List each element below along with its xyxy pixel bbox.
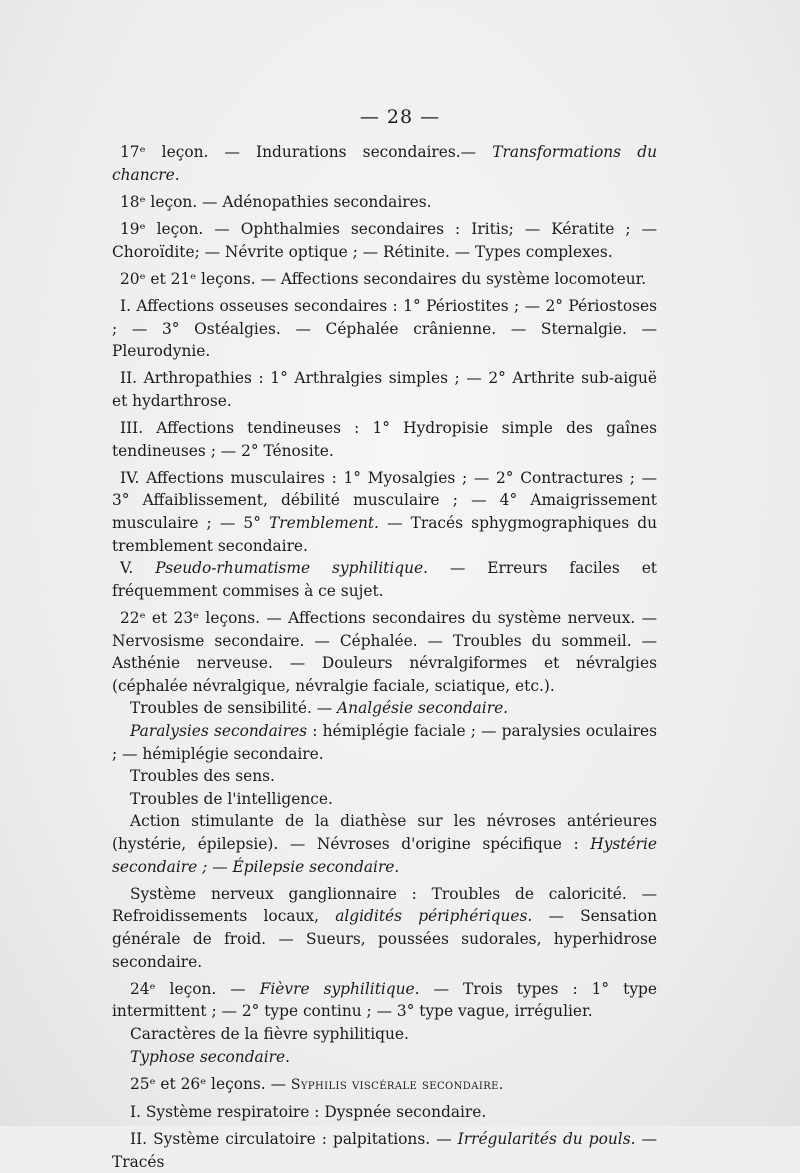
text-run-italic: Analgésie secondaire. — [337, 699, 509, 718]
text-run: I. Système respiratoire : Dyspnée secondaire. — [130, 1102, 487, 1121]
text-run: III. Affections tendineuses : 1° Hydropisie simple des gaînes tendineuses ; — 2° Ténosite. — [112, 419, 657, 460]
paragraph-musculaires — [112, 467, 657, 557]
text-run-italic: Hystérie secondaire ; — Épilepsie secondaire. — [112, 834, 657, 876]
text-run: 19ᵉ leçon. — Ophthalmies secondaires : Iritis; — Kératite ; — Choroïdite; — Névrite optique ; — Rétinite. — Types complexes. — [112, 219, 657, 261]
paragraph-ganglionnaire — [112, 883, 657, 973]
paragraph-sens — [112, 765, 657, 788]
text-run: Caractères de la fièvre syphilitique. — [130, 1024, 409, 1043]
paragraph-pseudo-rhumatisme — [112, 557, 657, 602]
paragraph-caracteres — [112, 1023, 657, 1046]
paragraph-circulatoire — [112, 1128, 657, 1173]
text-run-italic: Pseudo-rhumatisme syphilitique. — [155, 559, 429, 578]
text-run-italic: Irrégularités du pouls. — [457, 1130, 636, 1149]
text-run: — Tracés sphygmographiques du tremblement secondaire. — [112, 514, 657, 555]
text-run: — Sensation générale de froid. — Sueurs, poussées sudorales, hyperhidrose secondaire. — [112, 907, 657, 971]
text-run: Troubles de sensibilité. — — [130, 699, 338, 718]
text-run: — Tracés — [112, 1130, 657, 1171]
paragraph-paralysies — [112, 720, 657, 765]
text-run: Action stimulante de la diathèse sur les névroses antérieures (hystérie, épilepsie). — Névroses d'origine spécifique : — [112, 812, 657, 853]
paragraph-tendineuses — [112, 417, 657, 462]
paragraph-osseuses — [112, 295, 657, 363]
body-text — [112, 141, 657, 1173]
text-run-italic: algidités périphériques. — [335, 907, 533, 926]
paragraph-lecons-20-21 — [112, 268, 657, 291]
text-run-italic: Paralysies secondaires — [130, 722, 308, 740]
paragraph-lecon-19 — [112, 218, 657, 263]
paragraph-lecon-24 — [112, 978, 657, 1023]
text-run-small-caps: Syphilis viscérale secondaire. — [290, 1076, 504, 1093]
paragraph-lecons-22-23 — [112, 607, 657, 697]
text-run: Système nerveux ganglionnaire : Troubles de caloricité. — Refroidissements locaux, — [112, 884, 657, 926]
paragraph-lecons-25-26 — [112, 1073, 657, 1097]
paragraph-arthropathies — [112, 367, 657, 412]
text-run: 25ᵉ et 26ᵉ leçons. — — [130, 1074, 291, 1093]
text-run: 22ᵉ et 23ᵉ leçons. — Affections secondaires du système nerveux. — Nervosisme secondaire. — Céphalée. — Troubles du sommeil. — Asthénie nerveuse. — Douleurs névralgiformes et névralgies (céphalée névralgique, névralgie faciale, sciatique, etc.). — [112, 609, 657, 695]
text-run-italic: Transformations du chancre. — [112, 143, 657, 184]
paragraph-action-stimulante — [112, 810, 657, 878]
paragraph-sensibilite — [112, 697, 657, 720]
paragraph-lecon-18 — [112, 191, 657, 214]
paragraph-typhose — [112, 1046, 657, 1069]
text-run: Troubles de l'intelligence. — [130, 789, 333, 808]
text-run: 18ᵉ leçon. — Adénopathies secondaires. — [120, 192, 432, 211]
text-run: II. Arthropathies : 1° Arthralgies simples ; — 2° Arthrite sub-aiguë et hydarthrose. — [112, 369, 657, 410]
text-run: : hémiplégie faciale ; — paralysies oculaires ; — hémiplégie secondaire. — [112, 722, 658, 763]
paragraph-respiratoire — [112, 1101, 657, 1124]
text-run: 17ᵉ leçon. — Indurations secondaires.— — [120, 143, 493, 161]
text-run: Troubles des sens. — [130, 767, 275, 786]
text-run: — Erreurs faciles et fréquemment commises à ce sujet. — [112, 559, 657, 600]
text-run-italic: Typhose secondaire. — [130, 1047, 291, 1066]
text-run: IV. Affections musculaires : 1° Myosalgies ; — 2° Contractures ; — 3° Affaiblissement, débilité musculaire ; — 4° Amaigrissement musculaire ; — 5° — [112, 468, 657, 533]
text-run: V. — [120, 559, 156, 578]
text-run-italic: Fièvre syphilitique. — [259, 979, 420, 998]
paragraph-intelligence — [112, 788, 657, 811]
page-number: — 28 — — [359, 106, 441, 128]
text-run-italic: Tremblement. — [269, 514, 379, 533]
paragraph-lecon-17 — [112, 141, 657, 186]
text-run: 24ᵉ leçon. — — [130, 979, 260, 998]
text-run: II. Système circulatoire : palpitations. — — [130, 1130, 458, 1149]
text-run: 20ᵉ et 21ᵉ leçons. — Affections secondaires du système locomoteur. — [120, 269, 647, 288]
text-run: — Trois types : 1° type intermittent ; — 2° type continu ; — 3° type vague, irrégulier. — [112, 979, 657, 1021]
text-run: I. Affections osseuses secondaires : 1° Périostites ; — 2° Périostoses ; — 3° Ostéalgies. — Céphalée crânienne. — Sternalgie. — Pleurodynie. — [112, 296, 657, 361]
